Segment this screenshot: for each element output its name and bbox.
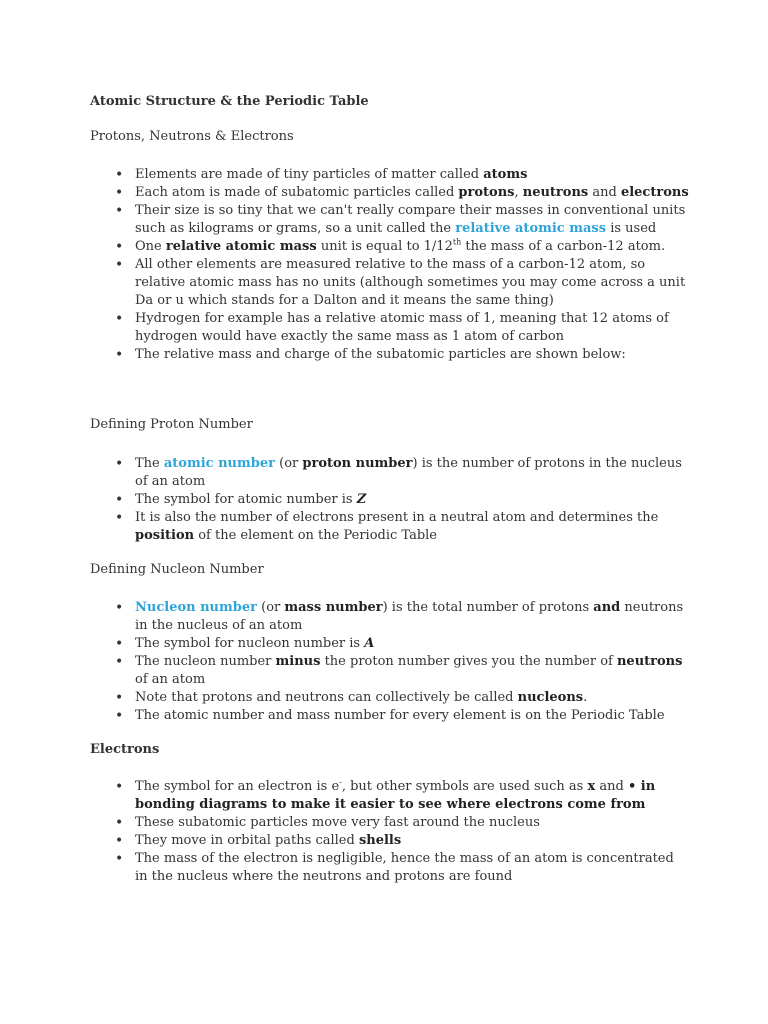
list-item: • It is also the number of electrons present in a neutral atom and determines the position of the element on the Periodic Table xyxy=(90,509,690,545)
list-item: • Their size is so tiny that we can't really compare their masses in conventional units such as kilograms or grams, so a unit called the relative atomic mass is used xyxy=(90,202,690,238)
list-item: • These subatomic particles move very fast around the nucleus xyxy=(90,814,690,832)
list-item: • Note that protons and neutrons can collectively be called nucleons. xyxy=(90,689,690,707)
document-title-block xyxy=(90,93,690,111)
section-heading-electrons-block xyxy=(90,741,690,759)
section-heading-protons-neutrons-electrons: Protons, Neutrons & Electrons xyxy=(90,129,294,144)
highlight-term: relative atomic mass xyxy=(455,221,607,236)
bullet-list-proton xyxy=(90,455,690,545)
section-heading-proton-block xyxy=(90,416,690,434)
list-item: • Hydrogen for example has a relative atomic mass of 1, meaning that 12 atoms of hydrogen would have exactly the same mass as 1 atom of carbon xyxy=(90,310,690,346)
list-item: • The atomic number and mass number for every element is on the Periodic Table xyxy=(90,707,690,725)
highlight-term: Nucleon number xyxy=(135,600,257,615)
document-title: Atomic Structure & the Periodic Table xyxy=(90,94,369,109)
list-item: • The symbol for an electron is e-, but other symbols are used such as x and • in bonding diagrams to make it easier to see where electrons come from xyxy=(90,778,690,814)
list-item: • Each atom is made of subatomic particles called protons, neutrons and electrons xyxy=(90,184,690,202)
list-item: • The mass of the electron is negligible, hence the mass of an atom is concentrated in the nucleus where the neutrons and protons are found xyxy=(90,850,690,886)
list-item: • Nucleon number (or mass number) is the total number of protons and neutrons in the nucleus of an atom xyxy=(90,599,690,635)
bullet-list-electrons xyxy=(90,778,690,886)
list-item: • The relative mass and charge of the subatomic particles are shown below: xyxy=(90,346,690,364)
list-item: • All other elements are measured relative to the mass of a carbon-12 atom, so relative atomic mass has no units (although sometimes you may come across a unit Da or u which stands for a Dalton and it means the same thing) xyxy=(90,256,690,310)
list-item: • The atomic number (or proton number) is the number of protons in the nucleus of an atom xyxy=(90,455,690,491)
section-heading-nucleon-block xyxy=(90,561,690,579)
list-item: • The nucleon number minus the proton number gives you the number of neutrons of an atom xyxy=(90,653,690,689)
list-item: • Elements are made of tiny particles of matter called atoms xyxy=(90,166,690,184)
bullet-list-nucleon xyxy=(90,599,690,725)
section-heading-nucleon-number: Defining Nucleon Number xyxy=(90,562,264,577)
bullet-list-pne xyxy=(90,166,690,364)
section-heading-proton-number: Defining Proton Number xyxy=(90,417,253,432)
list-item: • They move in orbital paths called shells xyxy=(90,832,690,850)
section-heading-electrons: Electrons xyxy=(90,742,160,757)
list-item: • One relative atomic mass unit is equal to 1/12th the mass of a carbon-12 atom. xyxy=(90,238,690,256)
section-heading-pne-block xyxy=(90,128,690,146)
list-item: • The symbol for nucleon number is A xyxy=(90,635,690,653)
highlight-term: atomic number xyxy=(163,456,275,471)
list-item: • The symbol for atomic number is Z xyxy=(90,491,690,509)
